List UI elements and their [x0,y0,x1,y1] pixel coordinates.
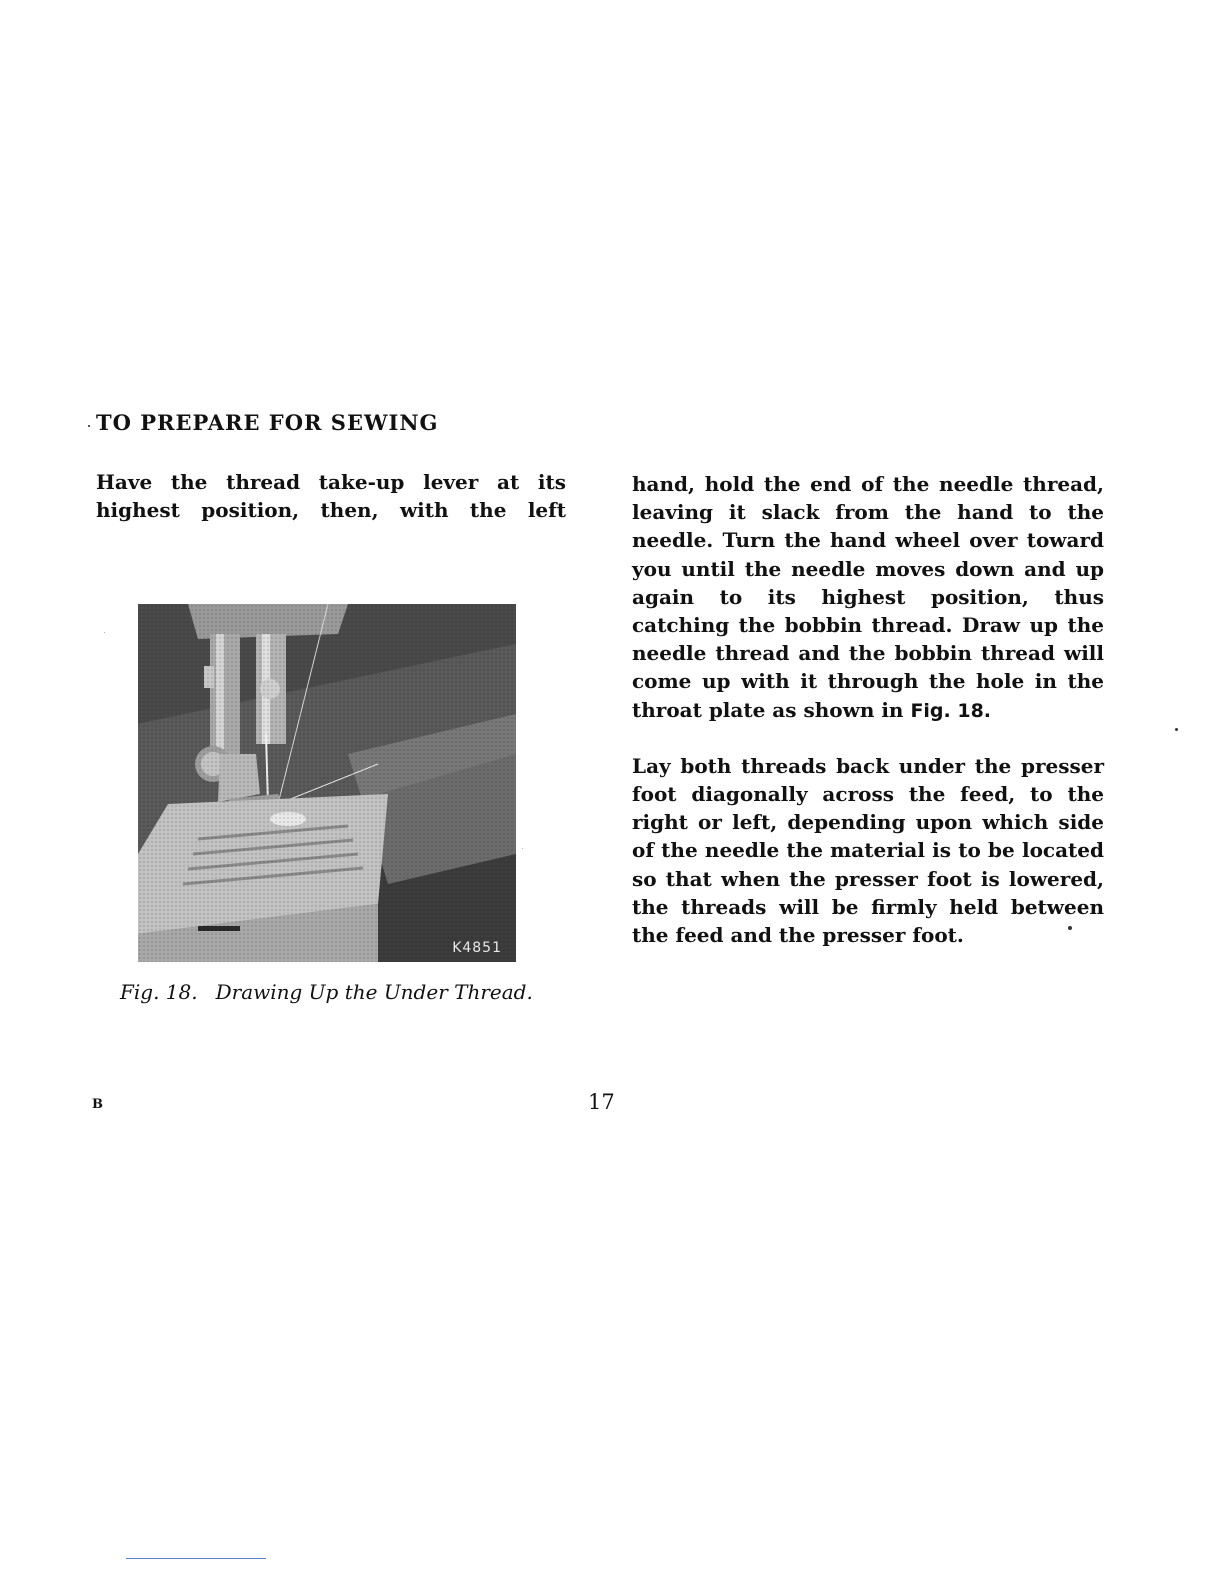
signature-mark: B [92,1097,103,1112]
bottom-rule [126,1558,266,1559]
photo-code: K4851 [452,940,502,956]
margin-mark [88,425,90,427]
left-column-text: Have the thread take-up lever at its highest position, then, with the left [96,470,566,522]
sewing-machine-illustration [138,604,516,962]
page-number: 17 [588,1090,615,1114]
figure-reference: Fig. 18. [910,699,992,722]
figure-caption [120,980,533,1004]
section-heading: TO PREPARE FOR SEWING [96,410,439,435]
paragraph-1-text: hand, hold the end of the needle thread, leaving it slack from the hand to the needle. Turn the hand wheel over toward you until the needle moves down and up again to its highest position, thus catching the bobbin thread. Draw up the needle thread and the bobbin thread will come up with it through the hole in the throat plate as shown in [632,472,1104,722]
paragraph-2: Lay both threads back under the presser foot diagonally across the feed, to the right or left, depending upon which side of the needle the material is to be located so that when the presser foot is lowered, the threads will be firmly held between the feed and the presser foot. [632,753,1104,948]
caption-label: Fig. 18. [120,980,198,1004]
paragraph-1 [632,470,1104,725]
figure-photo [138,604,516,962]
scan-speck [522,848,523,849]
right-column [632,470,1104,976]
scan-speck [1068,926,1072,930]
caption-title: Drawing Up the Under Thread. [215,980,533,1004]
scan-speck [1175,728,1178,731]
scan-speck [104,632,105,633]
